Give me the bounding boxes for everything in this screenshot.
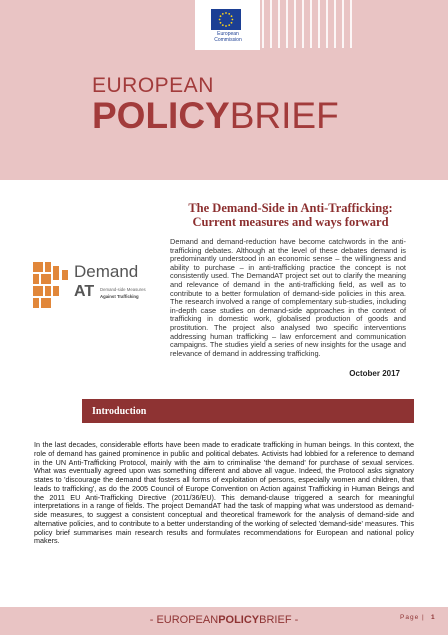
commission-line-1: European <box>217 31 239 37</box>
commission-name <box>199 31 257 43</box>
header-title-policy: POLICY <box>92 95 230 136</box>
intro-paragraph: In the last decades, considerable efforts have been made to eradicate trafficking in human beings. In this context, the role of demand has gained prominence in public and political debates. Activists had lobbied for a reference to demand in the UN Anti-Trafficking Protocol, mainly with the aim to criminalise 'the demand' for purchase of sexual services. What was eventually agreed upon was something different and above all vague. Indeed, the Protocol asks signatory states to 'discourage the demand that fosters all forms of exploitation of persons, especially women and children, that leads to trafficking', as do the 2005 Council of Europe Convention on Action against Trafficking in Human Beings and the 2011 EU Anti-Trafficking Directive (2011/36/EU). This demand-clause triggered a search for meaningful interpretations in a range of fields. The project DemandAT had the task of mapping what was understood as demand-side measures, to suggest a consistent conceptual and theoretical framework for the analysis of demand-side and alternative policies, and to contribute to a better understanding of the working of selected 'demand-side' measures. This policy brief summarises main research results and formulates recommendations for European and national policy makers. <box>34 440 414 546</box>
logo-subtitle-2: Against Trafficking <box>100 294 139 299</box>
page-separator: | <box>422 614 425 621</box>
footer-brief: BRIEF <box>259 614 292 626</box>
logo-word-demand: Demand <box>74 262 139 281</box>
page-number: 1 <box>431 614 435 621</box>
article-title <box>178 201 403 229</box>
header-title-european: EUROPEAN <box>92 74 214 97</box>
header-title-policy-brief <box>92 96 339 136</box>
page-label <box>400 614 425 621</box>
logo-word-at: AT <box>74 283 95 300</box>
page-label-text: Page <box>400 614 420 621</box>
abstract-paragraph: Demand and demand-reduction have become catchwords in the anti-trafficking debates. Although at the level of these debates demand is predominantly understood in an economic sense – the willingness and ability to purchase – in anti-trafficking practice the concept is not consistently used. The DemandAT project set out to clarify the meaning and relevance of demand in the anti-trafficking field, as well as to contribute to a better formulation of demand-side policies in this area. The research involved a range of complementary sub-studies, including in-depth case studies on demand-side approaches in the context of trafficking in domestic work, globalised production of goods and prostitution. The project also analysed two specific interventions addressing human trafficking – law enforcement and communication campaigns. The studies yield a series of new insights for the usage and relevance of demand in addressing trafficking. <box>170 237 406 358</box>
article-title-line-2: Current measures and ways forward <box>192 215 389 229</box>
footer-title <box>0 614 448 626</box>
logo-subtitle-1: Demand-side Measures <box>100 287 146 292</box>
article-title-line-1: The Demand-Side in Anti-Trafficking: <box>188 201 393 215</box>
footer-dash-left: - <box>149 614 157 626</box>
intro-heading: Introduction <box>92 406 147 417</box>
footer-dash-right: - <box>291 614 299 626</box>
eu-flag-icon <box>211 9 241 30</box>
footer-european: EUROPEAN <box>156 614 219 626</box>
decorative-stripes <box>262 0 362 48</box>
header-title-brief: BRIEF <box>229 95 339 136</box>
footer-policy: POLICY <box>218 614 260 626</box>
commission-line-2: Commission <box>214 37 242 43</box>
publication-date: October 2017 <box>349 369 400 378</box>
